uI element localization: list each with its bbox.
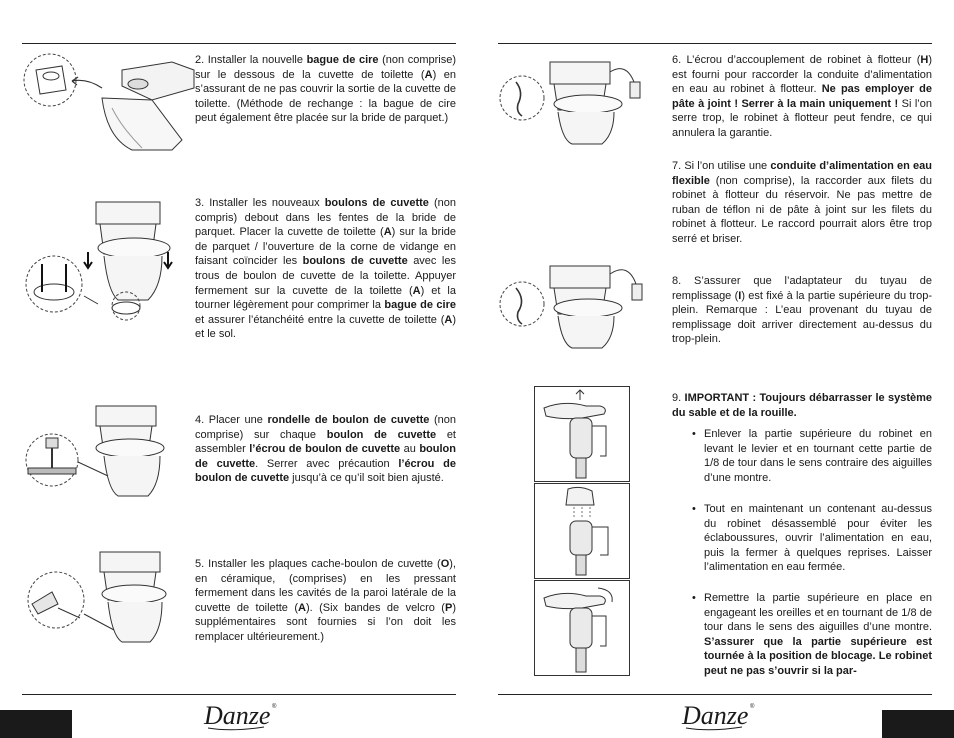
- step-4-text: 4. Placer une rondelle de boulon de cuvette (non comprise) sur chaque boulon de cuvette et assembler l’écrou de boulon de cuvette au boulon de cuvette. Serrer avec précaution l’écrou de boulon de cuvette jusqu’à ce qu’il soit bien ajusté.: [195, 414, 457, 485]
- bolts-toilet-illustration: [22, 196, 202, 326]
- step-9-heading: 9. IMPORTANT : Toujours débarrasser le système du sable et de la rouille.: [672, 392, 933, 419]
- svg-text:Danze: Danze: [204, 701, 271, 730]
- svg-text:®: ®: [272, 704, 277, 710]
- step-7-text: 7. Si l’on utilise une conduite d’alimentation en eau flexible (non comprise), la raccorder aux filets du robinet à flotteur du réservoir. Ne pas mettre de ruban de téflon ni de pâte à joint sur les filets du robinet à flotteur. Le raccord pourrait alors être trop serré et briser.: [672, 160, 932, 245]
- svg-text:Danze: Danze: [682, 701, 749, 730]
- bolt-washer-illustration: [22, 398, 202, 508]
- supply-nut-illustration: [498, 52, 668, 152]
- bolt-cap-illustration: [22, 548, 202, 658]
- right-top-rule: [498, 43, 932, 44]
- step-9-bullet-1: • Enlever la partie supérieure du robinet en levant le levier et en tournant cette partie de 1/8 de tour dans le sens contraire des aiguilles d’une montre.: [692, 428, 932, 484]
- valve-step-illustration-3: [534, 580, 630, 676]
- step-2-text: 2. Installer la nouvelle bague de cire (non comprise) sur le dessous de la cuvette de toilette (A) en s’assurant de ne pas couvrir la sortie de la cuvette de toilette. (Méthode de rechange : la bague de cire peut également être placée sur la bride de parquet.): [195, 54, 456, 125]
- right-page-tab: [882, 710, 954, 738]
- step-5-text: 5. Installer les plaques cache-boulon de cuvette (O), en céramique, (comprises) en les pressant fermement dans les cavités de la paroi latérale de la cuvette de toilette (A). (Six bandes de velcro (P) supplémentaires sont fournies si l’on doit les remplacer ultérieurement.): [195, 558, 456, 643]
- svg-text:®: ®: [750, 704, 755, 710]
- wax-ring-illustration: [22, 48, 202, 158]
- valve-step-illustration-2: [534, 483, 630, 579]
- danze-logo-left: [202, 694, 282, 738]
- danze-logo-right: [680, 694, 760, 738]
- left-page-tab: [0, 710, 72, 738]
- valve-step-illustration-1: [534, 386, 630, 482]
- left-top-rule: [22, 43, 456, 44]
- step-9-bullets: [690, 427, 932, 689]
- flexible-supply-illustration: [498, 256, 668, 356]
- step-3-text: 3. Installer les nouveaux boulons de cuvette (non compris) debout dans les fentes de la bride de parquet. Placer la cuvette de toilette (A) sur la bride de parquet / l’ouverture de la corne de vidange en faisant coïncider les boulons de cuvette avec les trous de boulon de cuvette de la toilette. Appuyer fermement sur la cuvette de la toilette (A) et la tourner légèrement pour comprimer la bague de cire et assurer l’étanchéité entre la cuvette de toilette (A) et le sol.: [195, 197, 457, 341]
- step-9-bullet-3: • Remettre la partie supérieure en place en engageant les oreilles et en tournant de 1/8 de tour dans le sens des aiguilles d’une montre. S’assurer que la partie supérieure est tournée à la position de blocage. Le robinet peut ne pas s’ouvrir si la par-: [692, 592, 932, 677]
- step-9-bullet-2: • Tout en maintenant un contenant au-dessus du robinet désassemblé pour éviter les éclaboussures, ouvrir l’alimentation en eau, puis la fermer à quelques reprises. Laisser l’alimentation en eau fermée.: [692, 503, 932, 574]
- step-6-text: 6. L’écrou d’accouplement de robinet à flotteur (H) est fourni pour raccorder la conduite d’alimentation en eau au robinet à flotteur. Ne pas employer de pâte à joint ! Serrer à la main uniquement ! Si l’on serre trop, le robinet à flotteur peut fendre, ce qui annulera la garantie.: [672, 54, 932, 139]
- step-8-text: 8. S’assurer que l’adaptateur du tuyau de remplissage (I) est fixé à la partie supérieure du trop-plein. Remarque : L’eau provenant du tuyau de remplissage doit arriver directement au-dessus du trop-plein.: [672, 275, 932, 346]
